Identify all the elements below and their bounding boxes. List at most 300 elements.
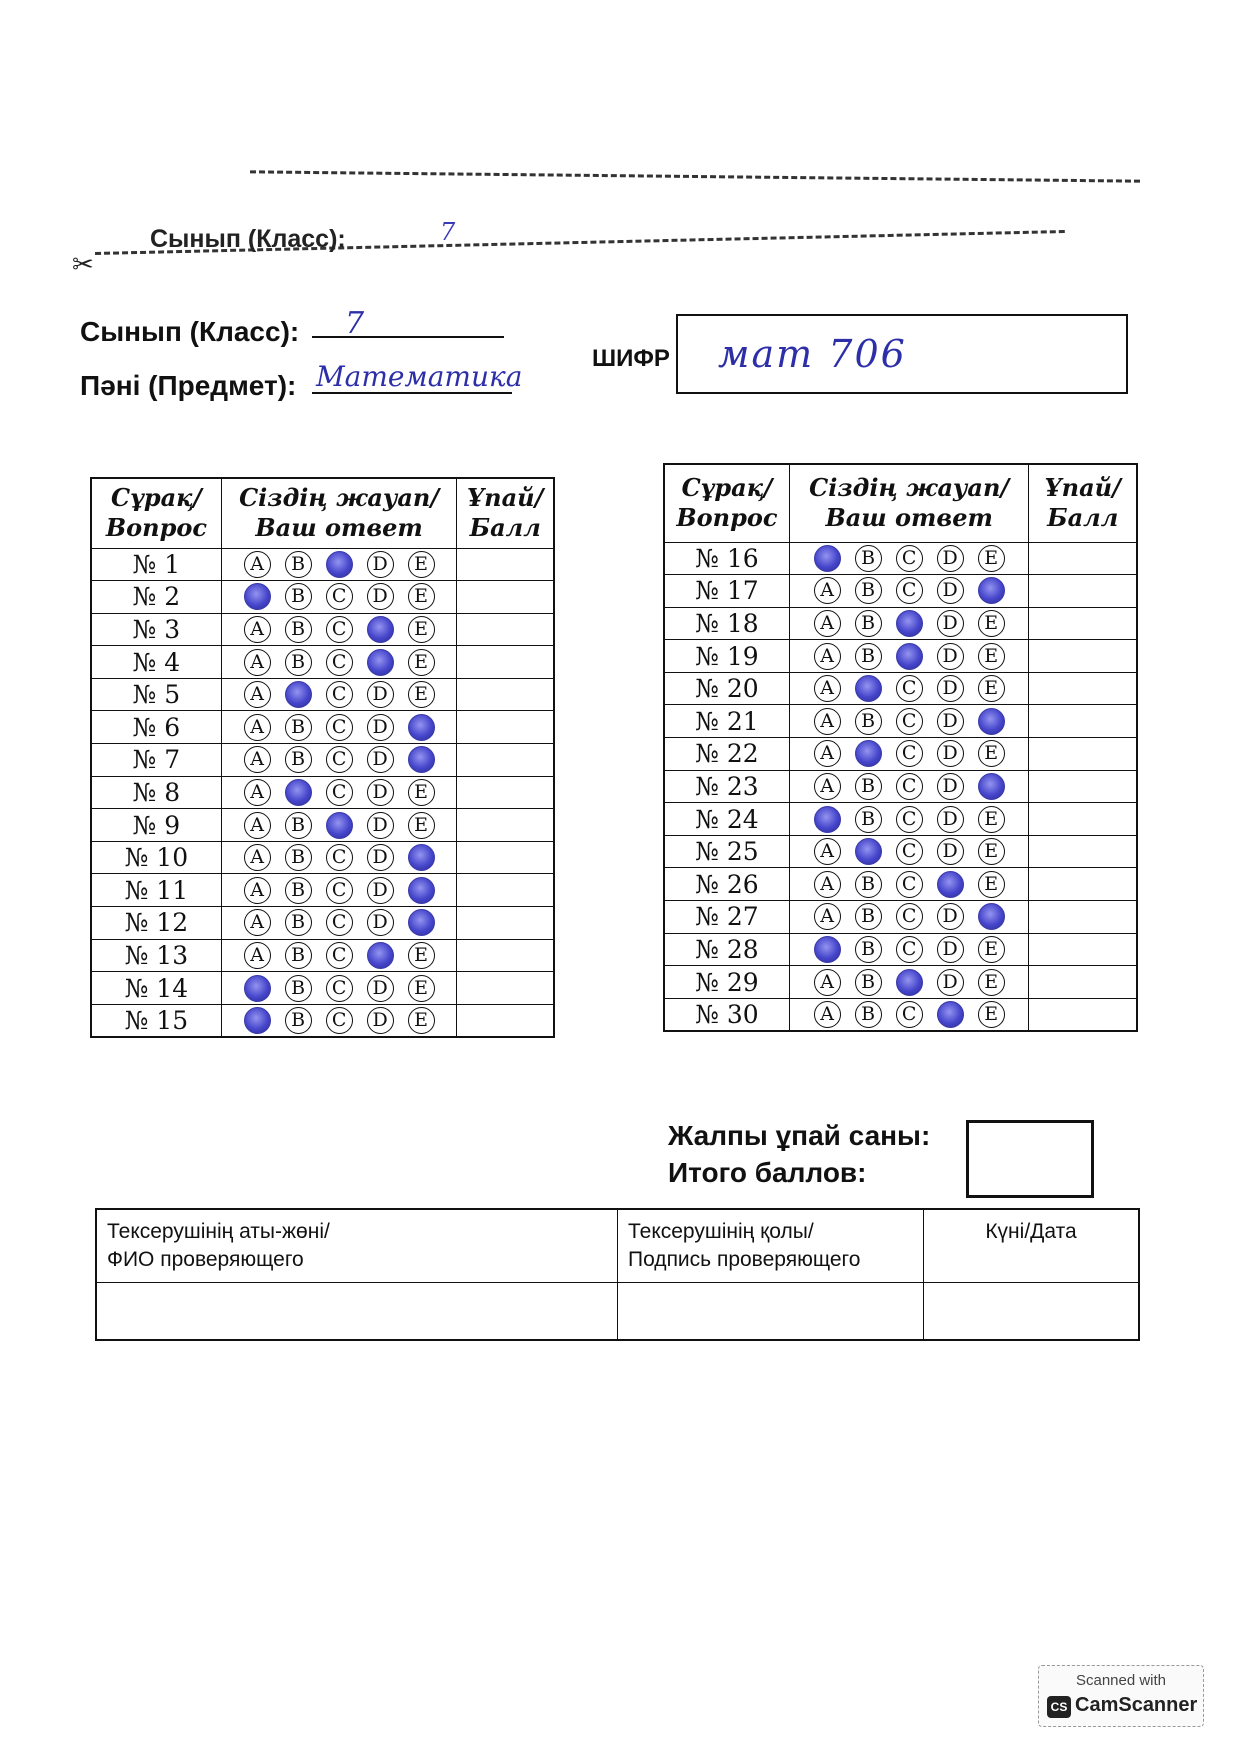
answer-bubble-e[interactable]: E xyxy=(978,643,1005,670)
question-number: № 21 xyxy=(664,705,789,738)
class-label: Сынып (Класс): xyxy=(80,316,300,347)
answer-bubble-c[interactable]: C xyxy=(326,746,353,773)
answer-bubble-b[interactable]: B xyxy=(855,610,882,637)
question-row xyxy=(91,809,554,842)
question-row xyxy=(664,705,1137,738)
answer-bubble-a[interactable]: A xyxy=(814,577,841,604)
answer-bubble-a[interactable]: A xyxy=(244,714,271,741)
total-score-box[interactable] xyxy=(966,1120,1094,1198)
scissors-icon: ✂ xyxy=(72,250,94,280)
score-cell[interactable] xyxy=(1029,672,1137,705)
answer-bubble-d[interactable] xyxy=(937,1001,964,1028)
answer-bubble-c[interactable]: C xyxy=(326,844,353,871)
answer-bubble-d[interactable]: D xyxy=(937,643,964,670)
answer-bubble-e[interactable] xyxy=(978,708,1005,735)
answer-bubble-b[interactable]: B xyxy=(285,551,312,578)
question-row xyxy=(664,803,1137,836)
answer-bubble-b[interactable]: B xyxy=(285,942,312,969)
score-cell[interactable] xyxy=(457,972,554,1005)
question-header: Сұрақ/ Вопрос xyxy=(91,478,221,548)
answer-bubble-e[interactable]: E xyxy=(408,583,435,610)
answer-bubble-d[interactable] xyxy=(367,649,394,676)
answer-bubble-b[interactable]: B xyxy=(855,1001,882,1028)
question-row xyxy=(91,939,554,972)
answer-header: Сіздің жауап/ Ваш ответ xyxy=(221,478,457,548)
question-row xyxy=(91,841,554,874)
question-number: № 9 xyxy=(91,809,221,842)
answer-bubble-c[interactable] xyxy=(326,551,353,578)
question-row xyxy=(664,966,1137,999)
class-value: 7 xyxy=(345,306,365,341)
answer-bubble-d[interactable]: D xyxy=(937,708,964,735)
answer-bubble-b[interactable] xyxy=(285,681,312,708)
answer-bubble-b[interactable]: B xyxy=(855,643,882,670)
checker-signature-field[interactable] xyxy=(618,1283,924,1341)
watermark-name: CamScanner xyxy=(1075,1694,1198,1716)
score-cell[interactable] xyxy=(1029,933,1137,966)
answer-bubble-b[interactable] xyxy=(855,675,882,702)
answer-bubble-d[interactable] xyxy=(367,616,394,643)
answer-bubble-e[interactable]: E xyxy=(978,610,1005,637)
subject-value: Математика xyxy=(316,360,523,393)
answer-bubble-b[interactable]: B xyxy=(855,577,882,604)
answer-bubble-b[interactable]: B xyxy=(855,708,882,735)
answer-bubble-e[interactable]: E xyxy=(408,681,435,708)
answer-bubble-a[interactable]: A xyxy=(244,844,271,871)
question-number: № 29 xyxy=(664,966,789,999)
answer-bubble-b[interactable]: B xyxy=(285,909,312,936)
answer-bubble-d[interactable] xyxy=(367,942,394,969)
answer-bubble-b[interactable] xyxy=(855,740,882,767)
question-row xyxy=(91,613,554,646)
answer-bubble-c[interactable] xyxy=(896,643,923,670)
question-row xyxy=(91,744,554,777)
question-number: № 27 xyxy=(664,901,789,934)
answer-bubble-d[interactable]: D xyxy=(367,844,394,871)
score-cell[interactable] xyxy=(457,711,554,744)
camscanner-watermark xyxy=(1038,1665,1204,1727)
answer-options xyxy=(789,803,1028,836)
answer-bubble-b[interactable]: B xyxy=(285,649,312,676)
answer-bubble-b[interactable]: B xyxy=(855,545,882,572)
answer-bubble-c[interactable]: C xyxy=(896,936,923,963)
answer-bubble-d[interactable] xyxy=(937,871,964,898)
answer-bubble-d[interactable]: D xyxy=(367,877,394,904)
answer-bubble-d[interactable]: D xyxy=(367,681,394,708)
score-cell[interactable] xyxy=(457,939,554,972)
question-row xyxy=(91,907,554,940)
answer-bubble-c[interactable]: C xyxy=(326,1007,353,1034)
score-cell[interactable] xyxy=(1029,705,1137,738)
checker-date-field[interactable] xyxy=(924,1283,1140,1341)
answer-bubble-c[interactable]: C xyxy=(896,871,923,898)
cut-line-top xyxy=(250,170,1140,182)
score-cell[interactable] xyxy=(457,776,554,809)
question-number: № 4 xyxy=(91,646,221,679)
answer-bubble-d[interactable]: D xyxy=(367,714,394,741)
answer-options xyxy=(221,972,457,1005)
score-cell[interactable] xyxy=(1029,738,1137,771)
total-label-ru: Итого баллов: xyxy=(668,1157,867,1188)
answer-table-right xyxy=(663,463,1138,1032)
answer-bubble-c[interactable]: C xyxy=(326,975,353,1002)
answer-bubble-b[interactable]: B xyxy=(285,616,312,643)
answer-bubble-c[interactable]: C xyxy=(326,583,353,610)
score-cell[interactable] xyxy=(457,809,554,842)
answer-bubble-a[interactable]: A xyxy=(814,643,841,670)
answer-bubble-d[interactable]: D xyxy=(367,551,394,578)
score-cell[interactable] xyxy=(1029,575,1137,608)
answer-bubble-c[interactable]: C xyxy=(896,545,923,572)
score-cell[interactable] xyxy=(1029,803,1137,836)
question-row xyxy=(664,738,1137,771)
answer-bubble-a[interactable]: A xyxy=(814,1001,841,1028)
answer-bubble-b[interactable]: B xyxy=(855,773,882,800)
score-cell[interactable] xyxy=(457,874,554,907)
question-header: Сұрақ/ Вопрос xyxy=(664,464,789,542)
answer-bubble-a[interactable]: A xyxy=(814,969,841,996)
answer-bubble-c[interactable]: C xyxy=(326,616,353,643)
answer-bubble-e[interactable] xyxy=(978,577,1005,604)
answer-bubble-d[interactable]: D xyxy=(937,773,964,800)
answer-bubble-c[interactable]: C xyxy=(326,779,353,806)
score-cell[interactable] xyxy=(1029,868,1137,901)
question-row xyxy=(664,542,1137,575)
answer-bubble-e[interactable]: E xyxy=(978,740,1005,767)
question-number: № 28 xyxy=(664,933,789,966)
answer-bubble-e[interactable]: E xyxy=(978,806,1005,833)
score-cell[interactable] xyxy=(457,744,554,777)
total-label-kz: Жалпы ұпай саны: xyxy=(668,1120,931,1151)
question-number: № 12 xyxy=(91,907,221,940)
answer-bubble-d[interactable]: D xyxy=(367,583,394,610)
question-row xyxy=(664,901,1137,934)
question-number: № 7 xyxy=(91,744,221,777)
score-cell[interactable] xyxy=(457,678,554,711)
question-number: № 5 xyxy=(91,678,221,711)
answer-options xyxy=(789,966,1028,999)
camscanner-logo-icon: CS xyxy=(1047,1696,1071,1718)
score-cell[interactable] xyxy=(1029,901,1137,934)
answer-bubble-b[interactable] xyxy=(855,838,882,865)
answer-bubble-c[interactable]: C xyxy=(896,577,923,604)
answer-bubble-a[interactable] xyxy=(814,545,841,572)
answer-bubble-a[interactable]: A xyxy=(814,773,841,800)
answer-bubble-c[interactable]: C xyxy=(326,681,353,708)
score-cell[interactable] xyxy=(1029,607,1137,640)
answer-bubble-a[interactable] xyxy=(244,583,271,610)
answer-bubble-a[interactable] xyxy=(814,806,841,833)
score-cell[interactable] xyxy=(457,613,554,646)
checker-signature-header: Тексерушінің қолы/ Подпись проверяющего xyxy=(618,1209,924,1283)
score-cell[interactable] xyxy=(1029,542,1137,575)
score-cell[interactable] xyxy=(1029,998,1137,1031)
answer-bubble-c[interactable]: C xyxy=(326,909,353,936)
answer-bubble-d[interactable]: D xyxy=(937,969,964,996)
answer-bubble-a[interactable]: A xyxy=(814,708,841,735)
answer-bubble-e[interactable] xyxy=(978,773,1005,800)
answer-bubble-e[interactable] xyxy=(408,877,435,904)
question-row xyxy=(91,581,554,614)
answer-options xyxy=(221,939,457,972)
answer-options xyxy=(221,874,457,907)
question-number: № 17 xyxy=(664,575,789,608)
question-row xyxy=(91,711,554,744)
answer-bubble-d[interactable]: D xyxy=(937,838,964,865)
answer-bubble-c[interactable]: C xyxy=(896,675,923,702)
answer-bubble-d[interactable]: D xyxy=(367,746,394,773)
answer-options xyxy=(221,678,457,711)
answer-bubble-d[interactable]: D xyxy=(367,812,394,839)
answer-bubble-a[interactable]: A xyxy=(244,681,271,708)
answer-bubble-c[interactable] xyxy=(896,610,923,637)
score-cell[interactable] xyxy=(1029,640,1137,673)
question-number: № 18 xyxy=(664,607,789,640)
question-row xyxy=(664,672,1137,705)
answer-bubble-a[interactable]: A xyxy=(814,838,841,865)
answer-bubble-b[interactable]: B xyxy=(855,903,882,930)
question-row xyxy=(91,874,554,907)
answer-bubble-e[interactable]: E xyxy=(978,936,1005,963)
answer-bubble-e[interactable]: E xyxy=(978,675,1005,702)
question-number: № 1 xyxy=(91,548,221,581)
answer-bubble-e[interactable]: E xyxy=(408,649,435,676)
answer-bubble-b[interactable]: B xyxy=(285,714,312,741)
answer-options xyxy=(221,548,457,581)
answer-bubble-e[interactable] xyxy=(408,844,435,871)
score-cell[interactable] xyxy=(1029,966,1137,999)
question-row xyxy=(664,770,1137,803)
answer-bubble-a[interactable]: A xyxy=(814,610,841,637)
answer-bubble-c[interactable]: C xyxy=(896,806,923,833)
answer-bubble-e[interactable]: E xyxy=(978,969,1005,996)
checker-name-header: Тексерушінің аты-жөні/ ФИО проверяющего xyxy=(96,1209,618,1283)
answer-bubble-a[interactable]: A xyxy=(244,649,271,676)
answer-bubble-a[interactable]: A xyxy=(244,616,271,643)
score-cell[interactable] xyxy=(457,907,554,940)
answer-bubble-b[interactable]: B xyxy=(285,975,312,1002)
cipher-box[interactable] xyxy=(676,314,1128,394)
question-number: № 24 xyxy=(664,803,789,836)
question-number: № 22 xyxy=(664,738,789,771)
answer-bubble-c[interactable]: C xyxy=(326,714,353,741)
answer-bubble-a[interactable]: A xyxy=(244,779,271,806)
question-row xyxy=(664,607,1137,640)
answer-bubble-c[interactable]: C xyxy=(896,838,923,865)
answer-options xyxy=(789,705,1028,738)
score-cell[interactable] xyxy=(457,841,554,874)
answer-bubble-a[interactable]: A xyxy=(244,909,271,936)
answer-bubble-b[interactable]: B xyxy=(285,583,312,610)
answer-bubble-b[interactable] xyxy=(285,779,312,806)
answer-bubble-c[interactable]: C xyxy=(896,740,923,767)
answer-bubble-e[interactable]: E xyxy=(978,838,1005,865)
answer-options xyxy=(221,646,457,679)
question-row xyxy=(91,678,554,711)
answer-options xyxy=(221,809,457,842)
answer-header: Сіздің жауап/ Ваш ответ xyxy=(789,464,1028,542)
cut-class-label: Сынып (Класс): xyxy=(150,225,346,253)
answer-bubble-c[interactable]: C xyxy=(896,708,923,735)
answer-bubble-a[interactable] xyxy=(244,975,271,1002)
answer-table-left xyxy=(90,477,555,1038)
question-row xyxy=(664,933,1137,966)
answer-bubble-b[interactable]: B xyxy=(855,936,882,963)
question-row xyxy=(664,835,1137,868)
answer-bubble-b[interactable]: B xyxy=(285,877,312,904)
question-row xyxy=(91,972,554,1005)
answer-options xyxy=(221,744,457,777)
answer-bubble-d[interactable]: D xyxy=(367,1007,394,1034)
question-number: № 20 xyxy=(664,672,789,705)
answer-bubble-a[interactable]: A xyxy=(814,740,841,767)
answer-options xyxy=(789,933,1028,966)
answer-options xyxy=(221,841,457,874)
answer-bubble-a[interactable]: A xyxy=(814,871,841,898)
answer-bubble-c[interactable]: C xyxy=(326,649,353,676)
question-number: № 15 xyxy=(91,1004,221,1037)
answer-bubble-a[interactable]: A xyxy=(244,812,271,839)
answer-bubble-b[interactable]: B xyxy=(285,746,312,773)
question-number: № 14 xyxy=(91,972,221,1005)
watermark-caption: Scanned with xyxy=(1075,1672,1167,1689)
answer-options xyxy=(221,613,457,646)
answer-bubble-d[interactable]: D xyxy=(367,909,394,936)
subject-label: Пәні (Предмет): xyxy=(80,370,297,401)
answer-options xyxy=(789,901,1028,934)
answer-bubble-a[interactable] xyxy=(244,1007,271,1034)
answer-options xyxy=(789,868,1028,901)
answer-bubble-a[interactable]: A xyxy=(244,877,271,904)
score-cell[interactable] xyxy=(457,548,554,581)
question-number: № 26 xyxy=(664,868,789,901)
answer-bubble-e[interactable] xyxy=(978,903,1005,930)
answer-bubble-c[interactable]: C xyxy=(326,942,353,969)
question-number: № 10 xyxy=(91,841,221,874)
score-cell[interactable] xyxy=(457,646,554,679)
question-number: № 3 xyxy=(91,613,221,646)
question-row xyxy=(664,868,1137,901)
score-cell[interactable] xyxy=(1029,835,1137,868)
question-number: № 2 xyxy=(91,581,221,614)
answer-options xyxy=(221,907,457,940)
checker-date-header: Күні/Дата xyxy=(924,1209,1140,1283)
answer-bubble-e[interactable]: E xyxy=(408,1007,435,1034)
answer-bubble-e[interactable]: E xyxy=(978,871,1005,898)
answer-bubble-e[interactable]: E xyxy=(408,616,435,643)
answer-options xyxy=(221,776,457,809)
answer-bubble-c[interactable]: C xyxy=(326,877,353,904)
question-number: № 16 xyxy=(664,542,789,575)
class-line xyxy=(312,336,504,338)
answer-bubble-b[interactable]: B xyxy=(855,871,882,898)
question-number: № 25 xyxy=(664,835,789,868)
answer-bubble-a[interactable]: A xyxy=(814,675,841,702)
answer-bubble-d[interactable]: D xyxy=(937,675,964,702)
question-number: № 8 xyxy=(91,776,221,809)
question-number: № 23 xyxy=(664,770,789,803)
answer-bubble-d[interactable]: D xyxy=(937,740,964,767)
answer-bubble-d[interactable]: D xyxy=(367,779,394,806)
answer-bubble-d[interactable]: D xyxy=(937,806,964,833)
answer-options xyxy=(221,581,457,614)
answer-bubble-b[interactable]: B xyxy=(285,812,312,839)
answer-options xyxy=(789,770,1028,803)
question-row xyxy=(664,640,1137,673)
answer-bubble-e[interactable]: E xyxy=(408,551,435,578)
answer-options xyxy=(789,640,1028,673)
answer-bubble-e[interactable] xyxy=(408,746,435,773)
answer-bubble-a[interactable]: A xyxy=(814,903,841,930)
question-row xyxy=(91,548,554,581)
answer-bubble-d[interactable]: D xyxy=(937,903,964,930)
question-row xyxy=(664,998,1137,1031)
question-number: № 30 xyxy=(664,998,789,1031)
answer-bubble-a[interactable]: A xyxy=(244,942,271,969)
checker-name-field[interactable] xyxy=(96,1283,618,1341)
score-cell[interactable] xyxy=(457,581,554,614)
question-number: № 19 xyxy=(664,640,789,673)
answer-options xyxy=(789,998,1028,1031)
answer-bubble-c[interactable]: C xyxy=(896,1001,923,1028)
answer-bubble-e[interactable]: E xyxy=(408,812,435,839)
question-row xyxy=(91,776,554,809)
answer-bubble-d[interactable]: D xyxy=(937,545,964,572)
answer-bubble-e[interactable] xyxy=(408,909,435,936)
answer-bubble-d[interactable]: D xyxy=(937,610,964,637)
answer-bubble-a[interactable]: A xyxy=(244,551,271,578)
cipher-value: мат 706 xyxy=(718,332,907,376)
answer-bubble-c[interactable] xyxy=(896,969,923,996)
score-cell[interactable] xyxy=(1029,770,1137,803)
answer-options xyxy=(789,738,1028,771)
answer-bubble-a[interactable]: A xyxy=(244,746,271,773)
answer-bubble-e[interactable]: E xyxy=(408,942,435,969)
answer-bubble-d[interactable]: D xyxy=(937,936,964,963)
answer-bubble-e[interactable]: E xyxy=(978,545,1005,572)
answer-bubble-c[interactable] xyxy=(326,812,353,839)
score-header: Ұпай/ Балл xyxy=(457,478,554,548)
answer-bubble-c[interactable]: C xyxy=(896,903,923,930)
question-number: № 11 xyxy=(91,874,221,907)
cut-class-handwritten: 7 xyxy=(440,218,456,246)
answer-bubble-c[interactable]: C xyxy=(896,773,923,800)
checker-table xyxy=(95,1208,1140,1341)
score-cell[interactable] xyxy=(457,1004,554,1037)
answer-bubble-e[interactable]: E xyxy=(408,779,435,806)
answer-bubble-b[interactable]: B xyxy=(285,1007,312,1034)
answer-options xyxy=(789,672,1028,705)
answer-bubble-e[interactable]: E xyxy=(978,1001,1005,1028)
question-row xyxy=(91,1004,554,1037)
answer-bubble-b[interactable]: B xyxy=(285,844,312,871)
answer-bubble-e[interactable] xyxy=(408,714,435,741)
question-number: № 13 xyxy=(91,939,221,972)
answer-options xyxy=(789,835,1028,868)
score-header: Ұпай/ Балл xyxy=(1029,464,1137,542)
answer-bubble-d[interactable]: D xyxy=(367,975,394,1002)
question-row xyxy=(664,575,1137,608)
answer-bubble-e[interactable]: E xyxy=(408,975,435,1002)
answer-bubble-b[interactable]: B xyxy=(855,806,882,833)
cipher-label: ШИФР xyxy=(592,345,670,372)
answer-bubble-d[interactable]: D xyxy=(937,577,964,604)
answer-bubble-a[interactable] xyxy=(814,936,841,963)
question-number: № 6 xyxy=(91,711,221,744)
answer-bubble-b[interactable]: B xyxy=(855,969,882,996)
answer-options xyxy=(221,1004,457,1037)
answer-options xyxy=(789,542,1028,575)
